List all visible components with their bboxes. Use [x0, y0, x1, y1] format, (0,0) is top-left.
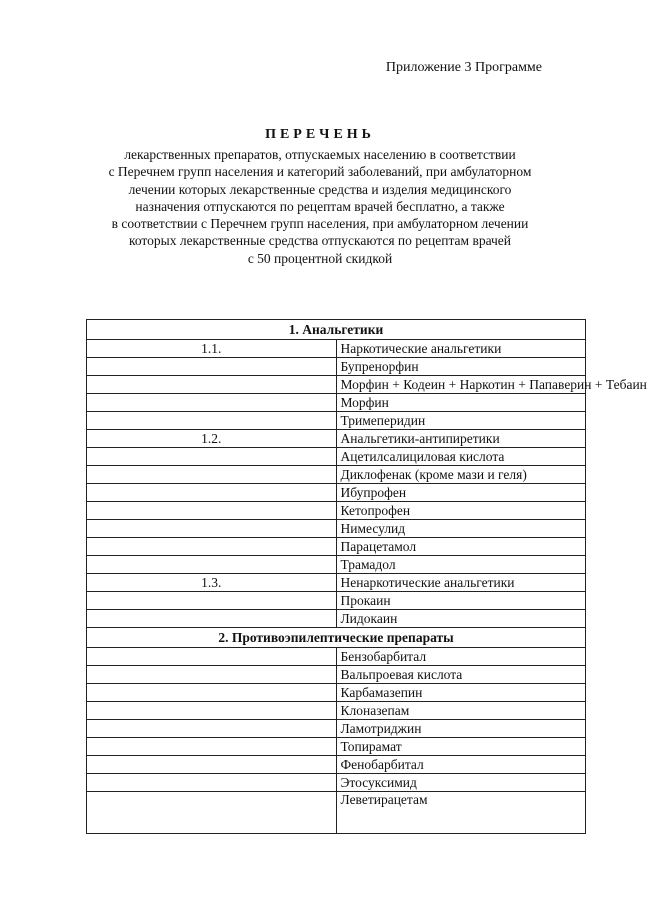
table-row: [87, 666, 586, 684]
drug-name: Вальпроевая кислота: [336, 666, 586, 684]
subtitle-line: лечении которых лекарственные средства и изделия медицинского: [128, 181, 512, 197]
table-row: [87, 376, 586, 394]
row-number: [87, 448, 337, 466]
drug-name: Ненаркотические анальгетики: [336, 574, 586, 592]
row-number: [87, 394, 337, 412]
document-title: ПЕРЕЧЕНЬ: [265, 127, 375, 142]
table-row: [87, 774, 586, 792]
table-row: [87, 520, 586, 538]
table-row: [87, 684, 586, 702]
drug-name: Клоназепам: [336, 702, 586, 720]
drug-name: Фенобарбитал: [336, 756, 586, 774]
table-row: [87, 412, 586, 430]
row-number: [87, 792, 337, 834]
drug-name: Ламотриджин: [336, 720, 586, 738]
drug-name: Ацетилсалициловая кислота: [336, 448, 586, 466]
table-row: [87, 720, 586, 738]
row-number: [87, 484, 337, 502]
table-row: [87, 358, 586, 376]
drug-name: Трамадол: [336, 556, 586, 574]
drug-name: Топирамат: [336, 738, 586, 756]
table-row: [87, 502, 586, 520]
drug-name: Нимесулид: [336, 520, 586, 538]
table-row: [87, 610, 586, 628]
table-row: [87, 556, 586, 574]
row-number: [87, 756, 337, 774]
subtitle-line: с 50 процентной скидкой: [247, 250, 393, 266]
table-row: [87, 484, 586, 502]
row-number: [87, 376, 337, 394]
section-heading-row: [87, 628, 586, 648]
table-row: [87, 756, 586, 774]
section-heading: 2. Противоэпилептические препараты: [87, 628, 586, 648]
drug-name: Этосуксимид: [336, 774, 586, 792]
drug-name: Морфин + Кодеин + Наркотин + Папаверин + Тебаин: [336, 376, 586, 394]
drug-name: Наркотические анальгетики: [336, 340, 586, 358]
subtitle-line: назначения отпускаются по рецептам врачей бесплатно, а также: [135, 198, 505, 214]
subtitle-line: в соответствии с Перечнем групп населения, при амбулаторном лечении: [111, 216, 529, 232]
drug-name: Бензобарбитал: [336, 648, 586, 666]
subtitle-line: лекарственных препаратов, отпускаемых населению в соответствии: [124, 147, 516, 162]
drug-name: Кетопрофен: [336, 502, 586, 520]
table-row: [87, 574, 586, 592]
section-heading: 1. Анальгетики: [87, 320, 586, 340]
table-row: [87, 340, 586, 358]
row-number: [87, 648, 337, 666]
drug-name: Диклофенак (кроме мази и геля): [336, 466, 586, 484]
table-row: [87, 592, 586, 610]
table-row: [87, 394, 586, 412]
row-number: [87, 520, 337, 538]
drug-name: Прокаин: [336, 592, 586, 610]
table-row: [87, 792, 586, 834]
row-number: [87, 610, 337, 628]
drug-name: Бупренорфин: [336, 358, 586, 376]
drug-name: Леветирацетам: [336, 792, 586, 834]
row-number: [87, 556, 337, 574]
drug-name: Тримеперидин: [336, 412, 586, 430]
row-number: [87, 358, 337, 376]
table-row: [87, 538, 586, 556]
row-number: 1.3.: [87, 574, 337, 592]
drug-name: Морфин: [336, 394, 586, 412]
table-row: [87, 430, 586, 448]
drug-name: Анальгетики-антипиретики: [336, 430, 586, 448]
row-number: [87, 702, 337, 720]
row-number: [87, 774, 337, 792]
row-number: 1.2.: [87, 430, 337, 448]
document-subtitle: [60, 146, 580, 267]
drug-name: Парацетамол: [336, 538, 586, 556]
row-number: 1.1.: [87, 340, 337, 358]
table-row: [87, 738, 586, 756]
row-number: [87, 666, 337, 684]
row-number: [87, 502, 337, 520]
table-row: [87, 466, 586, 484]
appendix-label: Приложение 3 Программе: [385, 60, 542, 75]
drug-name: Карбамазепин: [336, 684, 586, 702]
row-number: [87, 592, 337, 610]
section-heading-row: [87, 320, 586, 340]
row-number: [87, 538, 337, 556]
row-number: [87, 738, 337, 756]
row-number: [87, 684, 337, 702]
subtitle-line: которых лекарственные средства отпускаются по рецептам врачей: [128, 233, 512, 249]
drug-list-table: [86, 319, 647, 834]
drug-name: Лидокаин: [336, 610, 586, 628]
table-row: [87, 448, 586, 466]
table-row: [87, 648, 586, 666]
subtitle-line: с Перечнем групп населения и категорий заболеваний, при амбулаторном: [108, 164, 532, 180]
row-number: [87, 720, 337, 738]
drug-name: Ибупрофен: [336, 484, 586, 502]
row-number: [87, 466, 337, 484]
row-number: [87, 412, 337, 430]
table-row: [87, 702, 586, 720]
